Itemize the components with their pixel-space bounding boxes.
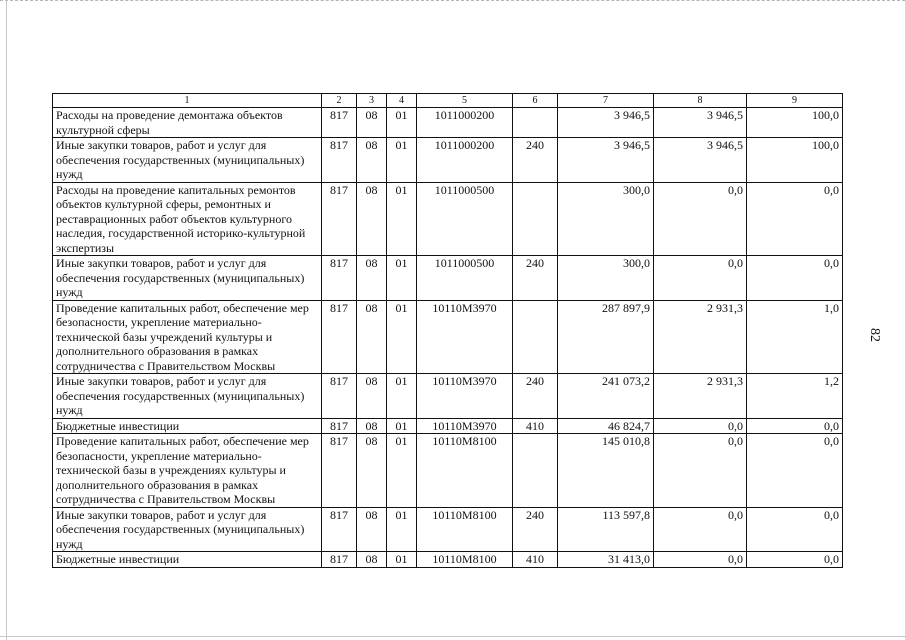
- subsection-code: 01: [387, 300, 417, 374]
- execution-percent: 0,0: [747, 418, 843, 434]
- section-code: 08: [357, 256, 387, 301]
- header-cell: 7: [558, 94, 654, 108]
- ministry-code: 817: [322, 434, 357, 508]
- subsection-code: 01: [387, 552, 417, 568]
- header-cell: 3: [357, 94, 387, 108]
- expense-type-code: [513, 434, 558, 508]
- ministry-code: 817: [322, 507, 357, 552]
- executed-amount: 0,0: [654, 418, 747, 434]
- executed-amount: 3 946,5: [654, 138, 747, 183]
- expense-type-code: 240: [513, 374, 558, 419]
- page-left-border: [6, 0, 7, 640]
- table-row: [53, 108, 843, 138]
- table-row: [53, 374, 843, 419]
- table-row: [53, 507, 843, 552]
- row-description: Расходы на проведение демонтажа объектов культурной сферы: [53, 108, 322, 138]
- subsection-code: 01: [387, 418, 417, 434]
- row-description: Бюджетные инвестиции: [53, 418, 322, 434]
- target-article-code: 10110М8100: [417, 507, 513, 552]
- executed-amount: 0,0: [654, 182, 747, 256]
- budget-table: [52, 93, 843, 568]
- expense-type-code: 410: [513, 552, 558, 568]
- subsection-code: 01: [387, 108, 417, 138]
- ministry-code: 817: [322, 182, 357, 256]
- expense-type-code: 240: [513, 507, 558, 552]
- execution-percent: 1,0: [747, 300, 843, 374]
- row-description: Иные закупки товаров, работ и услуг для обеспечения государственных (муниципальных) нужд: [53, 507, 322, 552]
- page-bottom-border: [0, 636, 905, 637]
- planned-amount: 31 413,0: [558, 552, 654, 568]
- planned-amount: 300,0: [558, 182, 654, 256]
- executed-amount: 0,0: [654, 507, 747, 552]
- section-code: 08: [357, 418, 387, 434]
- ministry-code: 817: [322, 108, 357, 138]
- row-description: Расходы на проведение капитальных ремонтов объектов культурной сферы, ремонтных и реставрационных работ объектов культурного наследия, государственной историко-культурной экспертизы: [53, 182, 322, 256]
- section-code: 08: [357, 300, 387, 374]
- header-cell: 2: [322, 94, 357, 108]
- header-cell: 4: [387, 94, 417, 108]
- ministry-code: 817: [322, 300, 357, 374]
- target-article-code: 1011000500: [417, 182, 513, 256]
- target-article-code: 1011000500: [417, 256, 513, 301]
- ministry-code: 817: [322, 552, 357, 568]
- row-description: Иные закупки товаров, работ и услуг для обеспечения государственных (муниципальных) нужд: [53, 256, 322, 301]
- expense-type-code: 240: [513, 138, 558, 183]
- header-cell: 1: [53, 94, 322, 108]
- executed-amount: 2 931,3: [654, 374, 747, 419]
- expense-type-code: 240: [513, 256, 558, 301]
- ministry-code: 817: [322, 374, 357, 419]
- header-cell: 8: [654, 94, 747, 108]
- executed-amount: 0,0: [654, 434, 747, 508]
- expense-type-code: [513, 108, 558, 138]
- execution-percent: 0,0: [747, 182, 843, 256]
- section-code: 08: [357, 507, 387, 552]
- execution-percent: 0,0: [747, 434, 843, 508]
- execution-percent: 0,0: [747, 507, 843, 552]
- page-number: 82: [867, 328, 882, 342]
- header-cell: 9: [747, 94, 843, 108]
- target-article-code: 10110М8100: [417, 552, 513, 568]
- subsection-code: 01: [387, 182, 417, 256]
- subsection-code: 01: [387, 507, 417, 552]
- target-article-code: 10110М3970: [417, 374, 513, 419]
- planned-amount: 300,0: [558, 256, 654, 301]
- execution-percent: 1,2: [747, 374, 843, 419]
- executed-amount: 0,0: [654, 552, 747, 568]
- table-row: [53, 434, 843, 508]
- table-row: [53, 182, 843, 256]
- target-article-code: 10110М3970: [417, 300, 513, 374]
- table-row: [53, 418, 843, 434]
- ministry-code: 817: [322, 418, 357, 434]
- table-row: [53, 552, 843, 568]
- ministry-code: 817: [322, 138, 357, 183]
- executed-amount: 3 946,5: [654, 108, 747, 138]
- target-article-code: 1011000200: [417, 108, 513, 138]
- header-cell: 6: [513, 94, 558, 108]
- subsection-code: 01: [387, 374, 417, 419]
- executed-amount: 0,0: [654, 256, 747, 301]
- row-description: Иные закупки товаров, работ и услуг для обеспечения государственных (муниципальных) нужд: [53, 138, 322, 183]
- target-article-code: 10110М3970: [417, 418, 513, 434]
- planned-amount: 3 946,5: [558, 108, 654, 138]
- subsection-code: 01: [387, 434, 417, 508]
- execution-percent: 0,0: [747, 256, 843, 301]
- planned-amount: 241 073,2: [558, 374, 654, 419]
- section-code: 08: [357, 374, 387, 419]
- header-row: [53, 94, 843, 108]
- expense-type-code: [513, 300, 558, 374]
- execution-percent: 100,0: [747, 108, 843, 138]
- execution-percent: 100,0: [747, 138, 843, 183]
- table-row: [53, 138, 843, 183]
- expense-type-code: [513, 182, 558, 256]
- executed-amount: 2 931,3: [654, 300, 747, 374]
- planned-amount: 46 824,7: [558, 418, 654, 434]
- row-description: Бюджетные инвестиции: [53, 552, 322, 568]
- execution-percent: 0,0: [747, 552, 843, 568]
- ministry-code: 817: [322, 256, 357, 301]
- subsection-code: 01: [387, 256, 417, 301]
- row-description: Иные закупки товаров, работ и услуг для обеспечения государственных (муниципальных) нужд: [53, 374, 322, 419]
- planned-amount: 145 010,8: [558, 434, 654, 508]
- page-top-border: [0, 0, 905, 3]
- table-row: [53, 300, 843, 374]
- row-description: Проведение капитальных работ, обеспечение мер безопасности, укрепление материально-технической базы в учреждениях культуры и дополнительного образования в рамках сотрудничества с Правительством Москвы: [53, 434, 322, 508]
- planned-amount: 3 946,5: [558, 138, 654, 183]
- row-description: Проведение капитальных работ, обеспечение мер безопасности, укрепление материально-технической базы учреждений культуры и дополнительного образования в рамках сотрудничества с Правительством Москвы: [53, 300, 322, 374]
- target-article-code: 10110М8100: [417, 434, 513, 508]
- subsection-code: 01: [387, 138, 417, 183]
- section-code: 08: [357, 182, 387, 256]
- planned-amount: 113 597,8: [558, 507, 654, 552]
- expense-type-code: 410: [513, 418, 558, 434]
- section-code: 08: [357, 434, 387, 508]
- target-article-code: 1011000200: [417, 138, 513, 183]
- planned-amount: 287 897,9: [558, 300, 654, 374]
- section-code: 08: [357, 108, 387, 138]
- section-code: 08: [357, 552, 387, 568]
- section-code: 08: [357, 138, 387, 183]
- table-row: [53, 256, 843, 301]
- header-cell: 5: [417, 94, 513, 108]
